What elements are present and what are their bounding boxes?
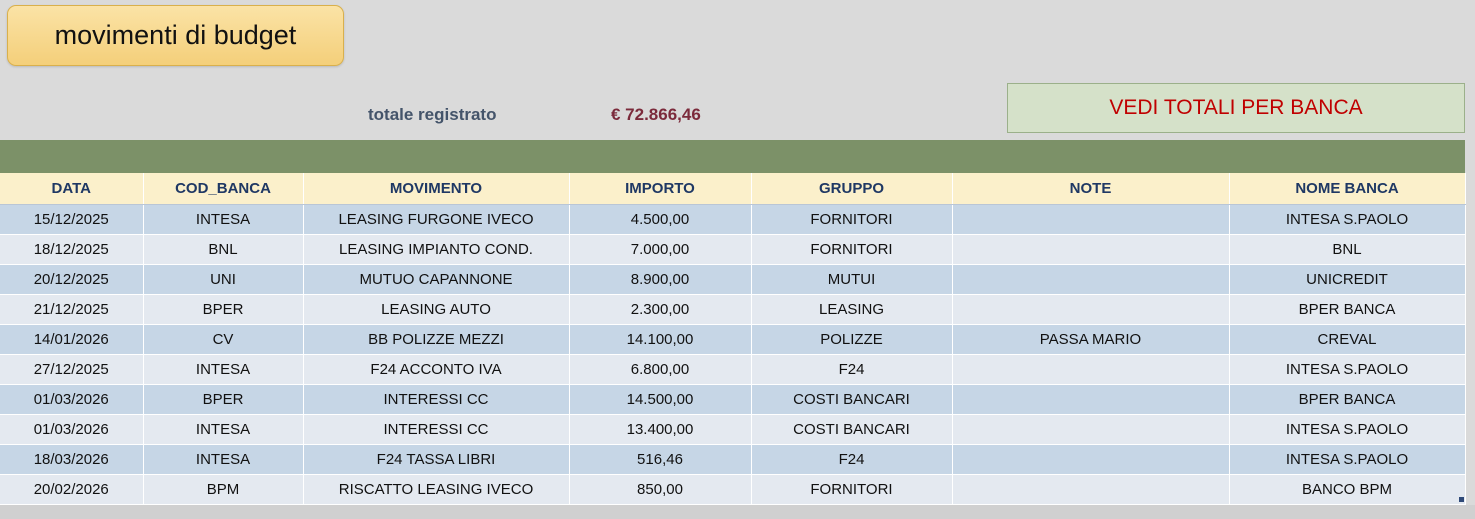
table-row bbox=[0, 415, 1465, 445]
cell-cod-banca[interactable]: BPER bbox=[143, 295, 303, 325]
cell-nome-banca[interactable]: INTESA S.PAOLO bbox=[1229, 355, 1465, 385]
cell-importo[interactable]: 8.900,00 bbox=[569, 265, 751, 295]
cell-data[interactable]: 20/02/2026 bbox=[0, 475, 143, 505]
cell-gruppo[interactable]: POLIZZE bbox=[751, 325, 952, 355]
table-row bbox=[0, 235, 1465, 265]
column-header-importo[interactable]: IMPORTO bbox=[569, 173, 751, 205]
cell-importo[interactable]: 13.400,00 bbox=[569, 415, 751, 445]
cell-data[interactable]: 18/03/2026 bbox=[0, 445, 143, 475]
cell-cod-banca[interactable]: BNL bbox=[143, 235, 303, 265]
cell-cod-banca[interactable]: INTESA bbox=[143, 415, 303, 445]
movements-table bbox=[0, 173, 1466, 505]
total-value: € 72.866,46 bbox=[611, 105, 701, 124]
column-header-note[interactable]: NOTE bbox=[952, 173, 1229, 205]
cell-data[interactable]: 27/12/2025 bbox=[0, 355, 143, 385]
cell-movimento[interactable]: BB POLIZZE MEZZI bbox=[303, 325, 569, 355]
table-resize-handle[interactable] bbox=[1459, 497, 1464, 502]
cell-gruppo[interactable]: COSTI BANCARI bbox=[751, 415, 952, 445]
cell-note[interactable] bbox=[952, 295, 1229, 325]
table-row bbox=[0, 445, 1465, 475]
sheet-edge bbox=[1465, 140, 1475, 505]
table-row bbox=[0, 205, 1465, 235]
column-header-cod-banca[interactable]: COD_BANCA bbox=[143, 173, 303, 205]
cell-movimento[interactable]: LEASING AUTO bbox=[303, 295, 569, 325]
cell-gruppo[interactable]: FORNITORI bbox=[751, 475, 952, 505]
cell-gruppo[interactable]: F24 bbox=[751, 355, 952, 385]
cell-gruppo[interactable]: FORNITORI bbox=[751, 235, 952, 265]
cell-movimento[interactable]: MUTUO CAPANNONE bbox=[303, 265, 569, 295]
cell-importo[interactable]: 14.100,00 bbox=[569, 325, 751, 355]
cell-gruppo[interactable]: MUTUI bbox=[751, 265, 952, 295]
cell-note[interactable] bbox=[952, 475, 1229, 505]
cell-cod-banca[interactable]: INTESA bbox=[143, 445, 303, 475]
cell-importo[interactable]: 6.800,00 bbox=[569, 355, 751, 385]
cell-data[interactable]: 21/12/2025 bbox=[0, 295, 143, 325]
cell-data[interactable]: 20/12/2025 bbox=[0, 265, 143, 295]
cell-cod-banca[interactable]: CV bbox=[143, 325, 303, 355]
cell-gruppo[interactable]: FORNITORI bbox=[751, 205, 952, 235]
cell-note[interactable] bbox=[952, 205, 1229, 235]
column-header-movimento[interactable]: MOVIMENTO bbox=[303, 173, 569, 205]
cell-importo[interactable]: 7.000,00 bbox=[569, 235, 751, 265]
cell-note[interactable] bbox=[952, 385, 1229, 415]
cell-note[interactable] bbox=[952, 235, 1229, 265]
table-header-band bbox=[0, 140, 1465, 173]
cell-note[interactable] bbox=[952, 355, 1229, 385]
table-row bbox=[0, 475, 1465, 505]
cell-note[interactable] bbox=[952, 445, 1229, 475]
cell-nome-banca[interactable]: BANCO BPM bbox=[1229, 475, 1465, 505]
cell-movimento[interactable]: INTERESSI CC bbox=[303, 415, 569, 445]
cell-movimento[interactable]: INTERESSI CC bbox=[303, 385, 569, 415]
cell-cod-banca[interactable]: BPER bbox=[143, 385, 303, 415]
movements-table-container bbox=[0, 173, 1465, 505]
cell-nome-banca[interactable]: INTESA S.PAOLO bbox=[1229, 445, 1465, 475]
table-body bbox=[0, 205, 1465, 505]
cell-importo[interactable]: 4.500,00 bbox=[569, 205, 751, 235]
cell-nome-banca[interactable]: UNICREDIT bbox=[1229, 265, 1465, 295]
cell-cod-banca[interactable]: UNI bbox=[143, 265, 303, 295]
cell-nome-banca[interactable]: BNL bbox=[1229, 235, 1465, 265]
cell-importo[interactable]: 2.300,00 bbox=[569, 295, 751, 325]
cell-gruppo[interactable]: COSTI BANCARI bbox=[751, 385, 952, 415]
total-label: totale registrato bbox=[368, 105, 497, 124]
table-row bbox=[0, 355, 1465, 385]
cell-note[interactable] bbox=[952, 415, 1229, 445]
cell-movimento[interactable]: LEASING IMPIANTO COND. bbox=[303, 235, 569, 265]
column-header-data[interactable]: DATA bbox=[0, 173, 143, 205]
movimenti-di-budget-button[interactable]: movimenti di budget bbox=[7, 5, 344, 66]
table-row bbox=[0, 385, 1465, 415]
cell-data[interactable]: 18/12/2025 bbox=[0, 235, 143, 265]
cell-importo[interactable]: 14.500,00 bbox=[569, 385, 751, 415]
cell-data[interactable]: 15/12/2025 bbox=[0, 205, 143, 235]
column-header-row bbox=[0, 173, 1465, 205]
cell-note[interactable] bbox=[952, 265, 1229, 295]
column-header-gruppo[interactable]: GRUPPO bbox=[751, 173, 952, 205]
cell-cod-banca[interactable]: INTESA bbox=[143, 355, 303, 385]
table-row bbox=[0, 295, 1465, 325]
cell-cod-banca[interactable]: INTESA bbox=[143, 205, 303, 235]
cell-nome-banca[interactable]: BPER BANCA bbox=[1229, 295, 1465, 325]
cell-data[interactable]: 01/03/2026 bbox=[0, 415, 143, 445]
cell-nome-banca[interactable]: CREVAL bbox=[1229, 325, 1465, 355]
cell-data[interactable]: 14/01/2026 bbox=[0, 325, 143, 355]
cell-nome-banca[interactable]: BPER BANCA bbox=[1229, 385, 1465, 415]
cell-movimento[interactable]: F24 ACCONTO IVA bbox=[303, 355, 569, 385]
cell-importo[interactable]: 850,00 bbox=[569, 475, 751, 505]
cell-data[interactable]: 01/03/2026 bbox=[0, 385, 143, 415]
cell-movimento[interactable]: LEASING FURGONE IVECO bbox=[303, 205, 569, 235]
cell-importo[interactable]: 516,46 bbox=[569, 445, 751, 475]
cell-gruppo[interactable]: LEASING bbox=[751, 295, 952, 325]
cell-nome-banca[interactable]: INTESA S.PAOLO bbox=[1229, 205, 1465, 235]
sheet-bottom-strip bbox=[0, 505, 1475, 519]
cell-gruppo[interactable]: F24 bbox=[751, 445, 952, 475]
column-header-nome-banca[interactable]: NOME BANCA bbox=[1229, 173, 1465, 205]
vedi-totali-per-banca-button[interactable]: VEDI TOTALI PER BANCA bbox=[1007, 83, 1465, 133]
table-row bbox=[0, 265, 1465, 295]
table-row bbox=[0, 325, 1465, 355]
cell-nome-banca[interactable]: INTESA S.PAOLO bbox=[1229, 415, 1465, 445]
cell-note[interactable]: PASSA MARIO bbox=[952, 325, 1229, 355]
cell-movimento[interactable]: F24 TASSA LIBRI bbox=[303, 445, 569, 475]
cell-movimento[interactable]: RISCATTO LEASING IVECO bbox=[303, 475, 569, 505]
cell-cod-banca[interactable]: BPM bbox=[143, 475, 303, 505]
